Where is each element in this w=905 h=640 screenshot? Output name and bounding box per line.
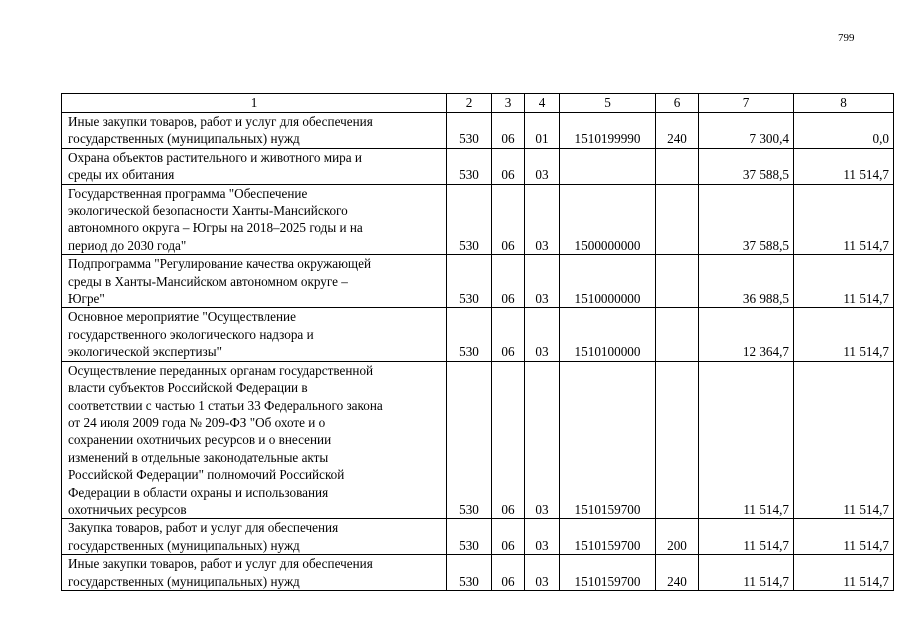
cell-col8: 11 514,7 xyxy=(794,519,894,555)
row-name-line: Федерации в области охраны и использования xyxy=(68,484,329,500)
row-name xyxy=(62,255,447,308)
cell-col4: 03 xyxy=(525,555,560,591)
cell-col8: 11 514,7 xyxy=(794,148,894,184)
row-name-line: от 24 июля 2009 года № 209-ФЗ "Об охоте и о xyxy=(68,414,326,430)
cell-col3: 06 xyxy=(492,113,525,149)
row-name-line: Закупка товаров, работ и услуг для обеспечения xyxy=(68,520,339,536)
row-name-line: власти субъектов Российской Федерации в xyxy=(68,380,308,396)
cell-col2: 530 xyxy=(447,255,492,308)
cell-col8: 11 514,7 xyxy=(794,555,894,591)
row-name-line: Подпрограмма "Регулирование качества окружающей xyxy=(68,256,372,272)
row-name xyxy=(62,184,447,255)
row-name-line: Основное мероприятие "Осуществление xyxy=(68,309,296,325)
table-row xyxy=(62,255,894,308)
cell-col8: 11 514,7 xyxy=(794,361,894,519)
cell-col7: 36 988,5 xyxy=(699,255,794,308)
row-name-line: государственных (муниципальных) нужд xyxy=(68,537,300,553)
cell-col7: 37 588,5 xyxy=(699,148,794,184)
cell-col6 xyxy=(656,255,699,308)
cell-col6 xyxy=(656,148,699,184)
table-row xyxy=(62,555,894,591)
cell-col3: 06 xyxy=(492,555,525,591)
table-row xyxy=(62,519,894,555)
budget-table xyxy=(61,93,894,591)
row-name-line: экологической безопасности Ханты-Мансийского xyxy=(68,203,348,219)
cell-col5: 1510199990 xyxy=(560,113,656,149)
page-number: 799 xyxy=(838,32,855,44)
cell-col2: 530 xyxy=(447,519,492,555)
column-header: 4 xyxy=(525,94,560,113)
cell-col4: 03 xyxy=(525,519,560,555)
row-name-line: автономного округа – Югры на 2018–2025 годы и на xyxy=(68,220,363,236)
row-name-line: Югре" xyxy=(68,291,105,307)
table-row xyxy=(62,113,894,149)
cell-col6: 240 xyxy=(656,555,699,591)
row-name xyxy=(62,148,447,184)
cell-col6: 200 xyxy=(656,519,699,555)
row-name-line: Российской Федерации" полномочий Российской xyxy=(68,467,345,483)
cell-col4: 03 xyxy=(525,255,560,308)
row-name-line: сохранении охотничьих ресурсов и о внесении xyxy=(68,432,332,448)
cell-col3: 06 xyxy=(492,361,525,519)
row-name-line: государственных (муниципальных) нужд xyxy=(68,131,300,147)
cell-col8: 11 514,7 xyxy=(794,255,894,308)
row-name xyxy=(62,308,447,361)
cell-col4: 03 xyxy=(525,361,560,519)
row-name-line: Иные закупки товаров, работ и услуг для обеспечения xyxy=(68,114,373,129)
column-header: 5 xyxy=(560,94,656,113)
cell-col2: 530 xyxy=(447,113,492,149)
row-name-line: Государственная программа "Обеспечение xyxy=(68,185,308,201)
row-name-line: среды их обитания xyxy=(68,167,175,183)
row-name-line: государственных (муниципальных) нужд xyxy=(68,573,300,589)
cell-col7: 11 514,7 xyxy=(699,555,794,591)
cell-col5: 1500000000 xyxy=(560,184,656,255)
cell-col6 xyxy=(656,184,699,255)
cell-col3: 06 xyxy=(492,255,525,308)
cell-col7: 12 364,7 xyxy=(699,308,794,361)
cell-col5: 1510000000 xyxy=(560,255,656,308)
row-name xyxy=(62,113,447,149)
cell-col5: 1510159700 xyxy=(560,555,656,591)
row-name-line: государственного экологического надзора и xyxy=(68,326,314,342)
column-header: 7 xyxy=(699,94,794,113)
cell-col5: 1510159700 xyxy=(560,361,656,519)
cell-col5 xyxy=(560,148,656,184)
cell-col3: 06 xyxy=(492,148,525,184)
table-row xyxy=(62,148,894,184)
cell-col4: 03 xyxy=(525,148,560,184)
row-name xyxy=(62,555,447,591)
column-header: 1 xyxy=(62,94,447,113)
cell-col8: 11 514,7 xyxy=(794,308,894,361)
row-name xyxy=(62,361,447,519)
table-header-row xyxy=(62,94,894,113)
table-row xyxy=(62,361,894,519)
cell-col7: 37 588,5 xyxy=(699,184,794,255)
cell-col2: 530 xyxy=(447,308,492,361)
cell-col7: 7 300,4 xyxy=(699,113,794,149)
row-name-line: Охрана объектов растительного и животного мира и xyxy=(68,149,362,165)
row-name-line: среды в Ханты-Мансийском автономном округе – xyxy=(68,273,348,289)
row-name-line: Иные закупки товаров, работ и услуг для обеспечения xyxy=(68,556,373,572)
row-name-line: период до 2030 года" xyxy=(68,237,187,253)
cell-col6 xyxy=(656,308,699,361)
cell-col5: 1510159700 xyxy=(560,519,656,555)
cell-col4: 03 xyxy=(525,308,560,361)
row-name xyxy=(62,519,447,555)
cell-col2: 530 xyxy=(447,184,492,255)
row-name-line: экологической экспертизы" xyxy=(68,344,223,360)
cell-col6 xyxy=(656,361,699,519)
cell-col7: 11 514,7 xyxy=(699,361,794,519)
row-name-line: соответствии с частью 1 статьи 33 Федерального закона xyxy=(68,397,383,413)
cell-col6: 240 xyxy=(656,113,699,149)
row-name-line: Осуществление переданных органам государственной xyxy=(68,362,374,378)
cell-col3: 06 xyxy=(492,519,525,555)
cell-col2: 530 xyxy=(447,361,492,519)
column-header: 2 xyxy=(447,94,492,113)
row-name-line: охотничьих ресурсов xyxy=(68,501,187,517)
cell-col8: 11 514,7 xyxy=(794,184,894,255)
table-row xyxy=(62,184,894,255)
row-name-line: изменений в отдельные законодательные акты xyxy=(68,449,329,465)
column-header: 8 xyxy=(794,94,894,113)
cell-col4: 03 xyxy=(525,184,560,255)
cell-col4: 01 xyxy=(525,113,560,149)
cell-col3: 06 xyxy=(492,308,525,361)
cell-col2: 530 xyxy=(447,148,492,184)
cell-col8: 0,0 xyxy=(794,113,894,149)
cell-col3: 06 xyxy=(492,184,525,255)
table-row xyxy=(62,308,894,361)
cell-col2: 530 xyxy=(447,555,492,591)
column-header: 6 xyxy=(656,94,699,113)
cell-col5: 1510100000 xyxy=(560,308,656,361)
column-header: 3 xyxy=(492,94,525,113)
cell-col7: 11 514,7 xyxy=(699,519,794,555)
